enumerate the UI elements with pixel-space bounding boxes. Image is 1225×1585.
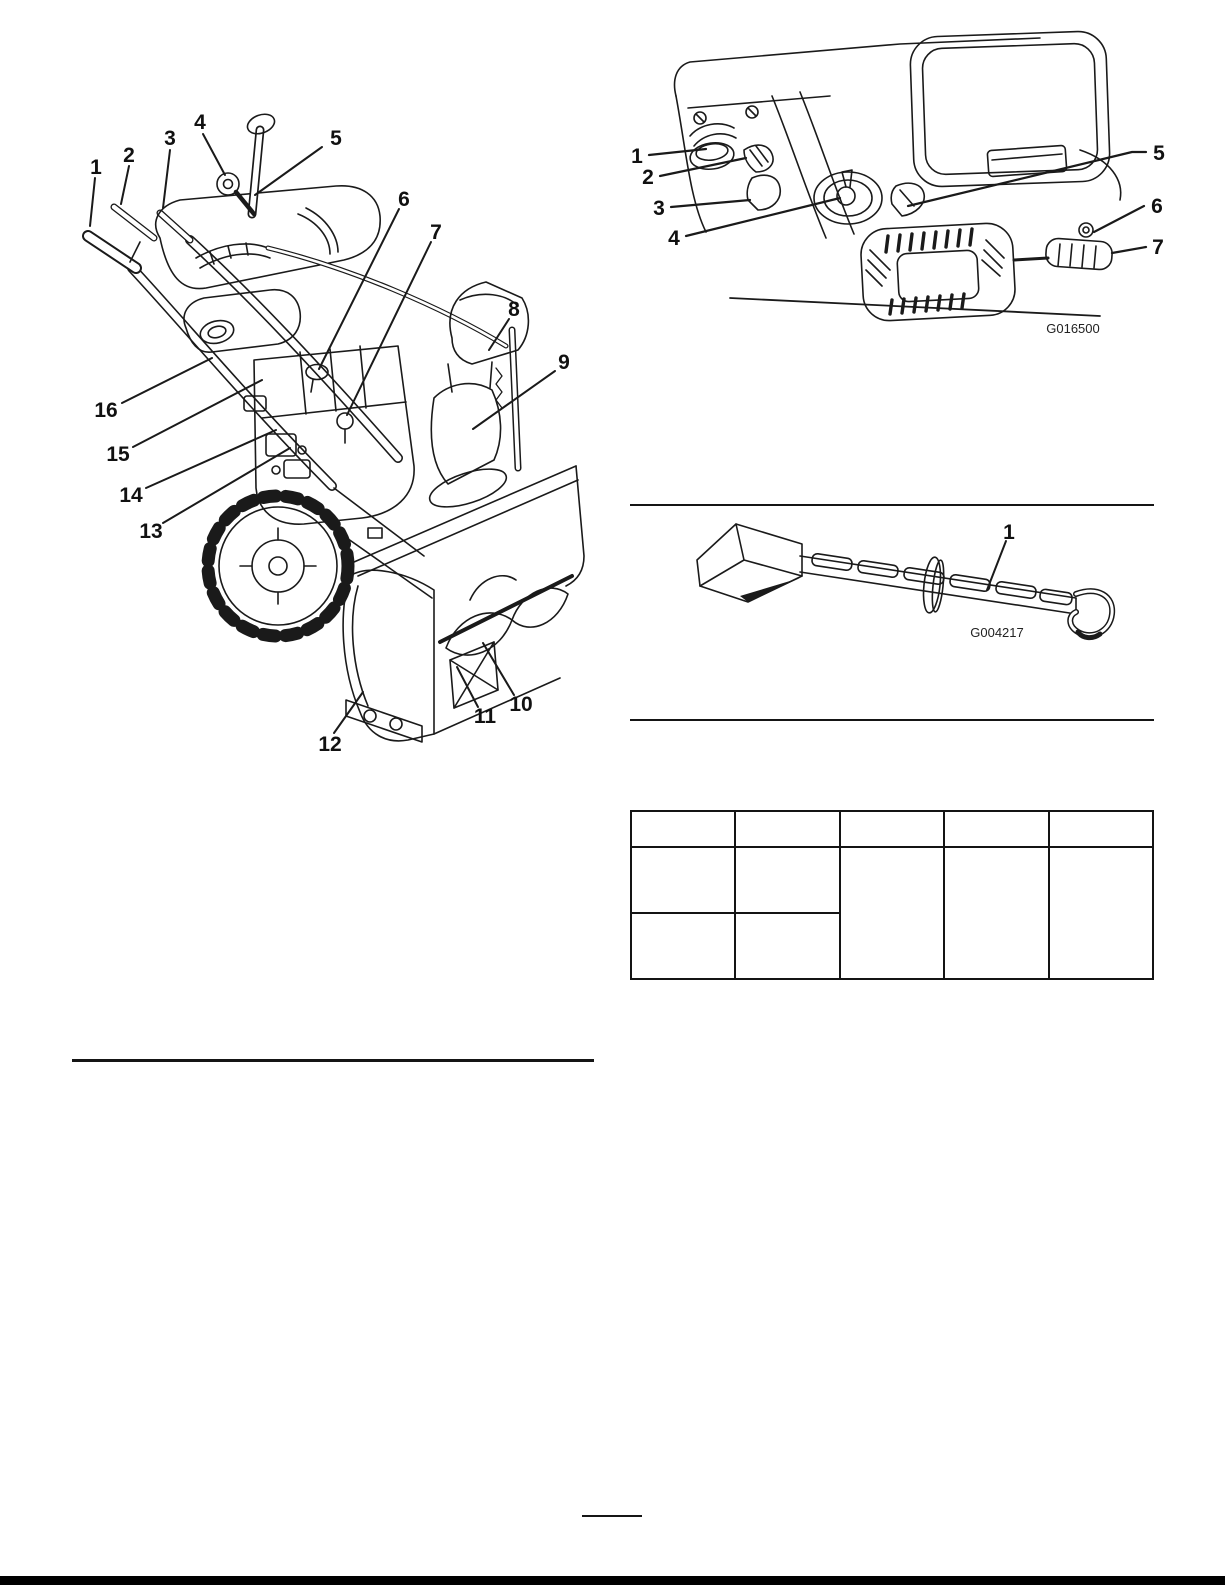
table-cell [840,847,944,979]
divider-right-bottom [630,719,1154,721]
callout-label: 10 [509,693,533,716]
callout-label: 16 [94,399,118,422]
divider-right-top [630,504,1154,506]
callout-label: 8 [508,298,520,321]
cleanout-tool-drawing [697,524,1112,638]
spec-table [630,810,1154,980]
table-cell [840,811,944,847]
table-cell [735,913,839,979]
callout-label: 1 [1003,521,1015,544]
wheel [208,496,348,636]
callout-label: 1 [90,156,102,179]
callout-label: 4 [194,111,206,134]
table-cell [631,811,735,847]
callout-label: 15 [106,443,130,466]
tool-blade [697,524,802,602]
footer-page-rule [582,1515,642,1517]
callout-label: 3 [164,127,176,150]
callout-label: 9 [558,351,570,374]
recoil-starter-housing [860,222,1017,322]
figure-id-label: G004217 [970,625,1024,640]
bolt [1079,223,1093,237]
table-cell [944,811,1048,847]
table-cell [631,913,735,979]
callout-label: 7 [1152,236,1164,259]
divider-left [72,1059,594,1062]
callout-label: 14 [119,484,143,507]
table-cell [944,847,1048,979]
callout-label: 5 [1153,142,1165,165]
callout-label: 4 [668,227,680,250]
controls-leader-lines [649,149,1146,253]
figure-id-label: G016500 [1046,321,1100,336]
table-cell [631,847,735,913]
ignition-key [814,170,882,224]
callout-label: 6 [1151,195,1163,218]
table-cell [735,811,839,847]
table-row [631,847,1153,913]
callout-label: 3 [653,197,665,220]
callout-label: 1 [631,145,643,168]
callout-label: 11 [473,705,497,728]
table-cell [1049,847,1153,979]
throttle-lever [891,183,924,216]
table-cell [735,847,839,913]
table-header-row [631,811,1153,847]
cleanout-callouts [970,521,1024,640]
callout-label: 12 [318,733,342,756]
starter-handle [1014,238,1113,271]
snowthrower-overview-drawing [88,111,584,742]
callout-label: 5 [330,127,342,150]
page-bottom-bar [0,1576,1225,1585]
tool-guard-disc [921,556,946,613]
callout-label: 2 [123,144,135,167]
overview-leader-lines [90,134,555,733]
table-cell [1049,811,1153,847]
callout-label: 2 [642,166,654,189]
engine-controls-drawing [649,31,1146,322]
auger-housing [343,466,584,742]
callout-label: 13 [139,520,163,543]
callout-label: 6 [398,188,410,211]
callout-label: 7 [430,221,442,244]
cover-screws [694,106,758,124]
